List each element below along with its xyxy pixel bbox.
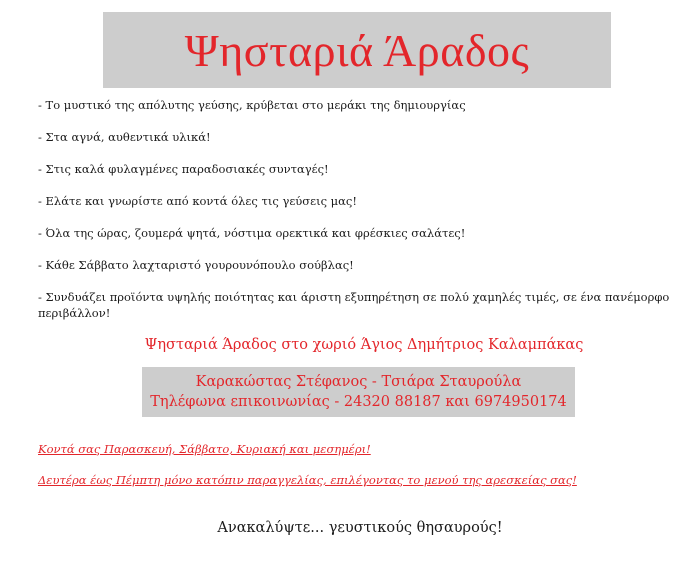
list-item: - Το μυστικό της απόλυτης γεύσης, κρύβεται στο μεράκι της δημιουργίας [38,98,466,112]
location-heading: Ψησταριά Άραδος στο χωριό Άγιος Δημήτριος Καλαμπάκας [144,337,584,353]
list-item: - Στις καλά φυλαγμένες παραδοσιακές συνταγές! [38,162,329,176]
closing-tagline: Ανακαλύψτε... γευστικούς θησαυρούς! [217,520,503,536]
weekend-hours-notice: Κοντά σας Παρασκευή, Σάββατο, Κυριακή και μεσημέρι! [38,442,371,456]
contact-box [142,367,575,417]
list-item: - Κάθε Σάββατο λαχταριστό γουρουνόπουλο σούβλας! [38,258,354,272]
list-item: - Συνδυάζει προϊόντα υψηλής ποιότητας και άριστη εξυπηρέτηση σε πολύ χαμηλές τιμές, σε ένα πανέμορφο περιβάλλον! [38,290,670,320]
page-title: Ψησταριά Άραδος [184,24,530,76]
list-item: - Ελάτε και γνωρίστε από κοντά όλες τις γεύσεις μας! [38,194,357,208]
list-item: - Όλα της ώρας, ζουμερά ψητά, νόστιμα ορεκτικά και φρέσκιες σαλάτες! [38,226,466,240]
feature-list [38,97,678,321]
title-banner [103,12,611,88]
phone-numbers: Τηλέφωνα επικοινωνίας - 24320 88187 και 6974950174 [150,394,567,410]
list-item: - Στα αγνά, αυθεντικά υλικά! [38,130,211,144]
weekday-order-notice: Δευτέρα έως Πέμπτη μόνο κατόπιν παραγγελίας, επιλέγοντας το μενού της αρεσκείας σας! [38,473,577,487]
owners-text: Καρακώστας Στέφανος - Τσιάρα Σταυρούλα [195,374,522,390]
